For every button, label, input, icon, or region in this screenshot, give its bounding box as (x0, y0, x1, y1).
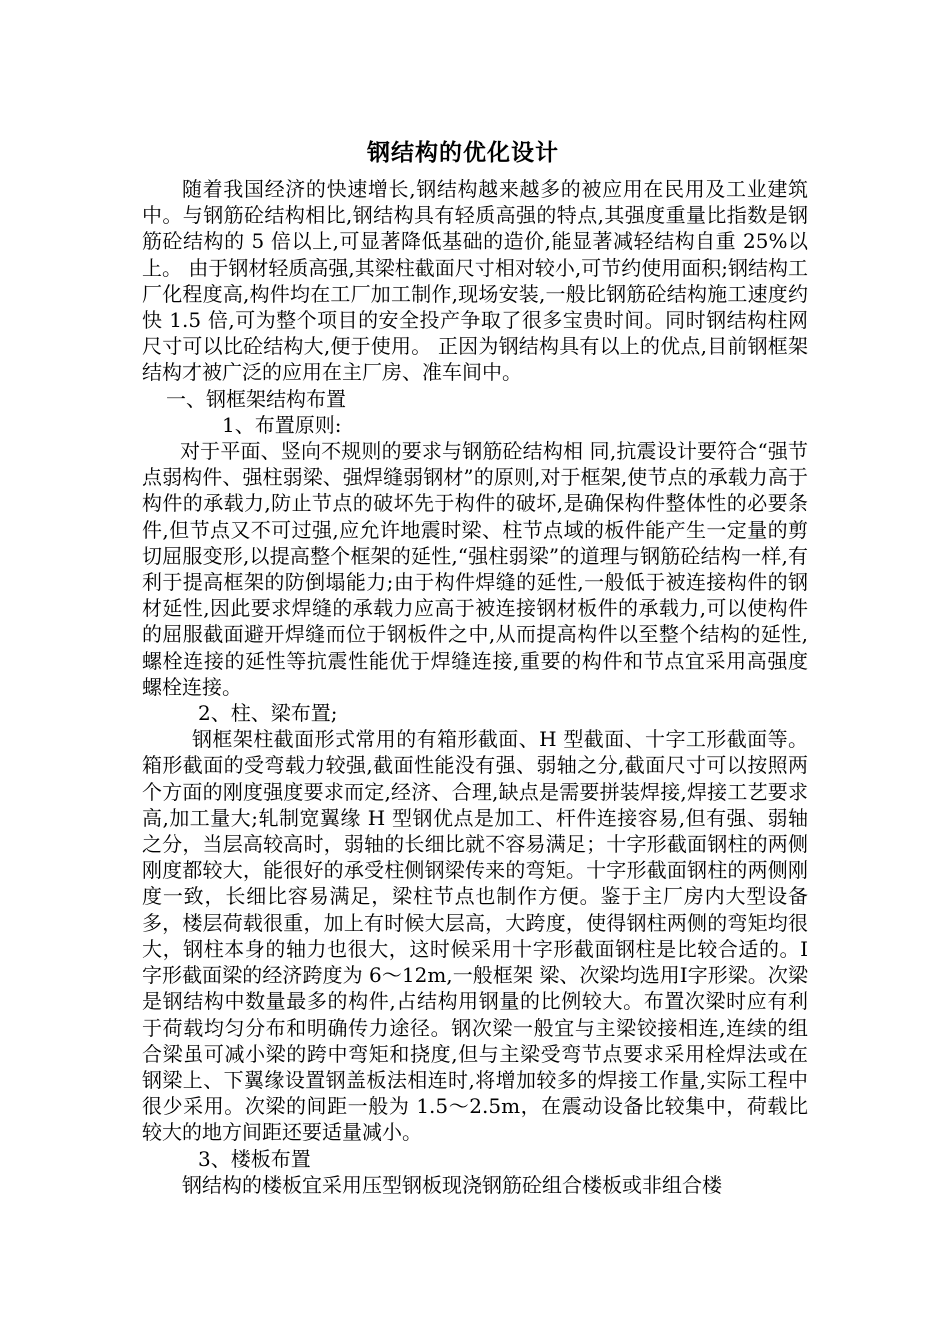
document-body (142, 176, 808, 1198)
subheading-column-beam-layout: 2、柱、梁布置; (198, 701, 338, 726)
floor-layout-paragraph: 钢结构的楼板宜采用压型钢板现浇钢筋砼组合楼板或非组合楼 (182, 1172, 722, 1197)
section-heading-frame-layout: 一、钢框架结构布置 (166, 386, 346, 411)
layout-principles-paragraph: 对于平面、竖向不规则的要求与钢筋砼结构相 同,抗震设计要符合“强节点弱构件、强柱弱梁、强焊缝弱钢材”的原则,对于框架,使节点的承载力高于构件的承载力,防止节点的破坏先于构件的破坏,是确保构件整体性的必要条件,但节点又不可过强,应允许地震时梁、柱节点域的板件能产生一定量的剪切屈服变形,以提高整个框架的延性,“强柱弱梁”的道理与钢筋砼结构一样,有利于提高框架的防倒塌能力;由于构件焊缝的延性,一般低于被连接构件的钢材延性,因此要求焊缝的承载力应高于被连接钢材板件的承载力,可以使构件的屈服截面避开焊缝而位于钢板件之中,从而提高构件以至整个结构的延性,螺栓连接的延性等抗震性能优于焊缝连接,重要的构件和节点宜采用高强度螺栓连接。 (142, 439, 808, 699)
intro-paragraph: 随着我国经济的快速增长,钢结构越来越多的被应用在民用及工业建筑中。与钢筋砼结构相比,钢结构具有轻质高强的特点,其强度重量比指数是钢筋砼结构的 5 倍以上,可显著降低基础的造价,能显著减轻结构自重 25%以上。 由于钢材轻质高强,其梁柱截面尺寸相对较小,可节约使用面积;钢结构工厂化程度高,构件均在工厂加工制作,现场安装,一般比钢筋砼结构施工速度约快 1.5 倍,可为整个项目的安全投产争取了很多宝贵时间。同时钢结构柱网尺寸可以比砼结构大,便于使用。 正因为钢结构具有以上的优点,目前钢框架结构才被广泛的应用在主厂房、准车间中。 (142, 177, 808, 385)
document-title: 钢结构的优化设计 (367, 139, 559, 166)
subheading-layout-principles: 1、布置原则: (222, 412, 342, 437)
column-beam-paragraph: 钢框架柱截面形式常用的有箱形截面、H 型截面、十字工形截面等。箱形截面的受弯载力较强,截面性能没有强、弱轴之分,截面尺寸可以按照两个方面的刚度强度要求而定,经济、合理,缺点是需要拼装焊接,焊接工艺要求高,加工量大;轧制宽翼缘 H 型钢优点是加工、杆件连接容易,但有强、弱轴之分，当层高较高时，弱轴的长细比就不容易满足；十字形截面钢柱的两侧刚度都较大，能很好的承受柱侧钢梁传来的弯矩。十字形截面钢柱的两侧刚度一致，长细比容易满足，梁柱节点也制作方便。鉴于主厂房内大型设备多，楼层荷载很重，加上有时候大层高，大跨度，使得钢柱两侧的弯矩均很大，钢柱本身的轴力也很大，这时候采用十字形截面钢柱是比较合适的。Ⅰ字形截面梁的经济跨度为 6～12m,一般框架 梁、次梁均选用Ⅰ字形梁。次梁是钢结构中数量最多的构件,占结构用钢量的比例较大。布置次梁时应有利于荷载均匀分布和明确传力途径。钢次梁一般宜与主梁铰接相连,连续的组合梁虽可减小梁的跨中弯矩和挠度,但与主梁受弯节点要求采用栓焊法或在钢梁上、下翼缘设置钢盖板法相连时,将增加较多的焊接工作量,实际工程中很少采用。次梁的间距一般为 1.5～2.5m，在震动设备比较集中，荷载比较大的地方间距还要适量减小。 (142, 727, 808, 1145)
subheading-floor-layout: 3、楼板布置 (198, 1146, 311, 1171)
